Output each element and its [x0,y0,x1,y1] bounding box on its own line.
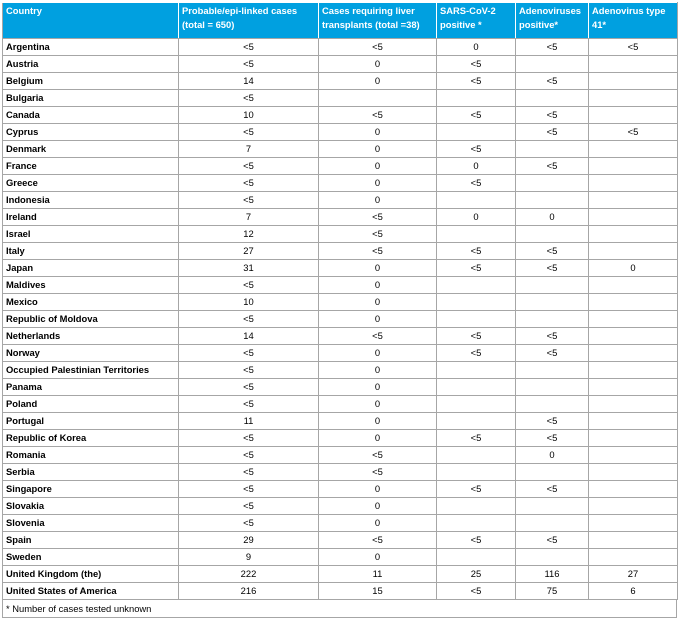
cell-adenoviruses [516,175,589,192]
table-row [3,498,678,515]
cell-country: Ireland [3,209,179,226]
cell-sars-cov-2: <5 [437,345,516,362]
cell-adenovirus-41 [589,430,678,447]
cell-country: Canada [3,107,179,124]
cell-liver-transplants: 0 [319,498,437,515]
cell-country: Greece [3,175,179,192]
cell-probable-cases: 14 [179,328,319,345]
cell-liver-transplants: 15 [319,583,437,600]
cell-liver-transplants: 0 [319,481,437,498]
cell-adenoviruses: <5 [516,73,589,90]
cell-sars-cov-2: <5 [437,260,516,277]
cell-liver-transplants: 0 [319,73,437,90]
table-row [3,362,678,379]
cell-country: Republic of Korea [3,430,179,447]
cell-adenovirus-41 [589,175,678,192]
cell-probable-cases: <5 [179,464,319,481]
cell-adenoviruses [516,311,589,328]
cell-adenoviruses: 75 [516,583,589,600]
cell-sars-cov-2 [437,311,516,328]
cell-country: Maldives [3,277,179,294]
cell-sars-cov-2 [437,294,516,311]
cell-adenovirus-41 [589,277,678,294]
cell-probable-cases: <5 [179,56,319,73]
cell-sars-cov-2 [437,549,516,566]
header-adenoviruses: Adenoviruses positive* [516,3,589,39]
table-row [3,481,678,498]
cell-adenoviruses [516,498,589,515]
cell-probable-cases: <5 [179,396,319,413]
cell-liver-transplants [319,90,437,107]
cell-adenovirus-41 [589,345,678,362]
cell-adenovirus-41 [589,311,678,328]
table-row [3,277,678,294]
cell-country: Netherlands [3,328,179,345]
cell-adenovirus-41 [589,532,678,549]
cell-adenoviruses: <5 [516,124,589,141]
table-row [3,583,678,600]
cell-probable-cases: <5 [179,277,319,294]
cell-adenovirus-41 [589,107,678,124]
cell-liver-transplants: 0 [319,192,437,209]
cell-country: Norway [3,345,179,362]
cell-country: France [3,158,179,175]
cell-country: Republic of Moldova [3,311,179,328]
cell-probable-cases: 29 [179,532,319,549]
cell-country: Poland [3,396,179,413]
cell-sars-cov-2: <5 [437,141,516,158]
cell-adenovirus-41 [589,192,678,209]
cell-liver-transplants: 0 [319,379,437,396]
cell-country: Occupied Palestinian Territories [3,362,179,379]
cell-sars-cov-2: <5 [437,107,516,124]
cell-adenovirus-41 [589,549,678,566]
cell-liver-transplants: <5 [319,532,437,549]
table-row [3,464,678,481]
cell-adenovirus-41 [589,226,678,243]
cell-probable-cases: <5 [179,481,319,498]
cell-adenovirus-41: <5 [589,124,678,141]
cell-country: Denmark [3,141,179,158]
cell-adenoviruses: <5 [516,260,589,277]
cell-liver-transplants: <5 [319,464,437,481]
table-row [3,56,678,73]
cell-adenoviruses [516,141,589,158]
table-row [3,39,678,56]
cell-probable-cases: 9 [179,549,319,566]
cell-adenoviruses: 0 [516,209,589,226]
cell-country: Portugal [3,413,179,430]
table-row [3,345,678,362]
cell-adenoviruses [516,464,589,481]
cell-adenovirus-41 [589,73,678,90]
cell-sars-cov-2 [437,277,516,294]
cell-sars-cov-2: 0 [437,209,516,226]
cell-sars-cov-2: <5 [437,243,516,260]
cell-sars-cov-2 [437,396,516,413]
table-row [3,396,678,413]
cell-adenovirus-41: 0 [589,260,678,277]
cell-sars-cov-2: <5 [437,56,516,73]
cell-adenovirus-41 [589,141,678,158]
cell-adenovirus-41 [589,328,678,345]
cell-adenovirus-41 [589,158,678,175]
cell-adenoviruses [516,226,589,243]
cell-sars-cov-2 [437,379,516,396]
cell-liver-transplants: <5 [319,243,437,260]
cell-liver-transplants: 11 [319,566,437,583]
cell-adenovirus-41 [589,498,678,515]
cell-adenovirus-41 [589,56,678,73]
cell-adenoviruses: <5 [516,413,589,430]
table-row [3,209,678,226]
cell-adenoviruses: <5 [516,345,589,362]
cell-probable-cases: <5 [179,158,319,175]
cell-liver-transplants: 0 [319,362,437,379]
cell-adenoviruses: <5 [516,107,589,124]
cell-probable-cases: <5 [179,124,319,141]
table-row [3,379,678,396]
cell-sars-cov-2: <5 [437,430,516,447]
table-row [3,260,678,277]
table-row [3,430,678,447]
cell-probable-cases: <5 [179,447,319,464]
cell-adenoviruses [516,362,589,379]
table-row [3,226,678,243]
cases-table-container [2,2,677,618]
cell-liver-transplants: 0 [319,124,437,141]
cell-probable-cases: 11 [179,413,319,430]
cell-probable-cases: <5 [179,498,319,515]
footnote: * Number of cases tested unknown [2,600,677,618]
cell-adenovirus-41: 6 [589,583,678,600]
table-row [3,566,678,583]
cell-liver-transplants: <5 [319,226,437,243]
cell-liver-transplants: 0 [319,311,437,328]
table-row [3,549,678,566]
table-row [3,90,678,107]
cell-adenoviruses: <5 [516,243,589,260]
cell-sars-cov-2 [437,192,516,209]
header-row [3,3,678,39]
cell-adenoviruses [516,56,589,73]
cell-country: Italy [3,243,179,260]
cell-liver-transplants: 0 [319,158,437,175]
cell-probable-cases: 12 [179,226,319,243]
cell-probable-cases: 7 [179,209,319,226]
cell-liver-transplants: <5 [319,39,437,56]
cell-adenoviruses: <5 [516,532,589,549]
cell-liver-transplants: 0 [319,277,437,294]
table-row [3,107,678,124]
cell-adenovirus-41 [589,447,678,464]
cell-sars-cov-2 [437,226,516,243]
cell-adenoviruses: 0 [516,447,589,464]
cell-adenoviruses [516,396,589,413]
cell-sars-cov-2: <5 [437,532,516,549]
table-row [3,447,678,464]
cell-country: Slovenia [3,515,179,532]
table-row [3,413,678,430]
cell-probable-cases: 216 [179,583,319,600]
cell-country: Bulgaria [3,90,179,107]
table-row [3,175,678,192]
cell-probable-cases: 222 [179,566,319,583]
cell-country: Belgium [3,73,179,90]
cell-country: Singapore [3,481,179,498]
cell-adenovirus-41 [589,464,678,481]
cell-probable-cases: <5 [179,345,319,362]
cell-country: Slovakia [3,498,179,515]
table-body [3,39,678,600]
cell-probable-cases: <5 [179,362,319,379]
table-header [3,3,678,39]
cases-by-country-table [2,2,678,600]
cell-adenovirus-41 [589,90,678,107]
cell-liver-transplants: 0 [319,515,437,532]
table-row [3,311,678,328]
cell-adenoviruses: <5 [516,328,589,345]
cell-adenoviruses [516,515,589,532]
cell-adenoviruses: 116 [516,566,589,583]
cell-adenoviruses: <5 [516,39,589,56]
cell-country: Serbia [3,464,179,481]
cell-liver-transplants: 0 [319,56,437,73]
table-row [3,124,678,141]
table-row [3,243,678,260]
table-row [3,73,678,90]
cell-sars-cov-2: 0 [437,39,516,56]
cell-liver-transplants: 0 [319,413,437,430]
header-probable-cases: Probable/epi-linked cases (total = 650) [179,3,319,39]
cell-sars-cov-2: <5 [437,481,516,498]
cell-adenoviruses [516,277,589,294]
cell-sars-cov-2 [437,124,516,141]
cell-country: Argentina [3,39,179,56]
cell-country: Japan [3,260,179,277]
cell-country: Romania [3,447,179,464]
cell-country: Israel [3,226,179,243]
cell-sars-cov-2 [437,362,516,379]
cell-probable-cases: <5 [179,192,319,209]
cell-adenovirus-41 [589,362,678,379]
cell-adenoviruses: <5 [516,158,589,175]
cell-sars-cov-2 [437,90,516,107]
cell-adenovirus-41 [589,515,678,532]
cell-sars-cov-2: <5 [437,175,516,192]
cell-liver-transplants: 0 [319,175,437,192]
cell-country: Panama [3,379,179,396]
cell-probable-cases: 10 [179,107,319,124]
cell-country: United Kingdom (the) [3,566,179,583]
cell-country: Spain [3,532,179,549]
cell-adenovirus-41 [589,243,678,260]
cell-liver-transplants: <5 [319,447,437,464]
cell-sars-cov-2: 0 [437,158,516,175]
cell-probable-cases: 31 [179,260,319,277]
cell-probable-cases: <5 [179,39,319,56]
cell-probable-cases: <5 [179,175,319,192]
header-liver-transplants: Cases requiring liver transplants (total =38) [319,3,437,39]
cell-sars-cov-2 [437,413,516,430]
table-row [3,328,678,345]
cell-liver-transplants: 0 [319,260,437,277]
cell-country: Indonesia [3,192,179,209]
cell-adenoviruses [516,294,589,311]
cell-liver-transplants: <5 [319,328,437,345]
cell-adenovirus-41 [589,379,678,396]
cell-country: Sweden [3,549,179,566]
cell-country: United States of America [3,583,179,600]
table-row [3,158,678,175]
cell-adenovirus-41: 27 [589,566,678,583]
cell-adenovirus-41: <5 [589,39,678,56]
table-row [3,294,678,311]
cell-adenoviruses [516,192,589,209]
cell-adenovirus-41 [589,481,678,498]
cell-sars-cov-2 [437,447,516,464]
cell-adenoviruses [516,549,589,566]
cell-adenoviruses: <5 [516,430,589,447]
header-adenovirus-41: Adenovirus type 41* [589,3,678,39]
cell-liver-transplants: 0 [319,141,437,158]
header-country: Country [3,3,179,39]
table-row [3,532,678,549]
cell-liver-transplants: 0 [319,430,437,447]
cell-country: Austria [3,56,179,73]
table-row [3,192,678,209]
table-row [3,515,678,532]
cell-liver-transplants: 0 [319,294,437,311]
cell-adenoviruses [516,379,589,396]
cell-probable-cases: 14 [179,73,319,90]
cell-adenoviruses: <5 [516,481,589,498]
cell-probable-cases: <5 [179,430,319,447]
header-sars-cov-2: SARS-CoV-2 positive * [437,3,516,39]
cell-probable-cases: 7 [179,141,319,158]
cell-liver-transplants: 0 [319,549,437,566]
cell-probable-cases: <5 [179,515,319,532]
cell-sars-cov-2: <5 [437,73,516,90]
cell-country: Cyprus [3,124,179,141]
cell-sars-cov-2 [437,515,516,532]
cell-probable-cases: <5 [179,90,319,107]
cell-adenoviruses [516,90,589,107]
cell-sars-cov-2 [437,464,516,481]
cell-liver-transplants: <5 [319,107,437,124]
cell-sars-cov-2 [437,498,516,515]
cell-country: Mexico [3,294,179,311]
cell-liver-transplants: 0 [319,345,437,362]
cell-adenovirus-41 [589,209,678,226]
cell-probable-cases: 10 [179,294,319,311]
table-row [3,141,678,158]
cell-sars-cov-2: <5 [437,583,516,600]
cell-probable-cases: <5 [179,379,319,396]
cell-sars-cov-2: <5 [437,328,516,345]
cell-probable-cases: 27 [179,243,319,260]
cell-adenovirus-41 [589,294,678,311]
cell-probable-cases: <5 [179,311,319,328]
cell-liver-transplants: 0 [319,396,437,413]
cell-adenovirus-41 [589,396,678,413]
cell-adenovirus-41 [589,413,678,430]
cell-sars-cov-2: 25 [437,566,516,583]
cell-liver-transplants: <5 [319,209,437,226]
